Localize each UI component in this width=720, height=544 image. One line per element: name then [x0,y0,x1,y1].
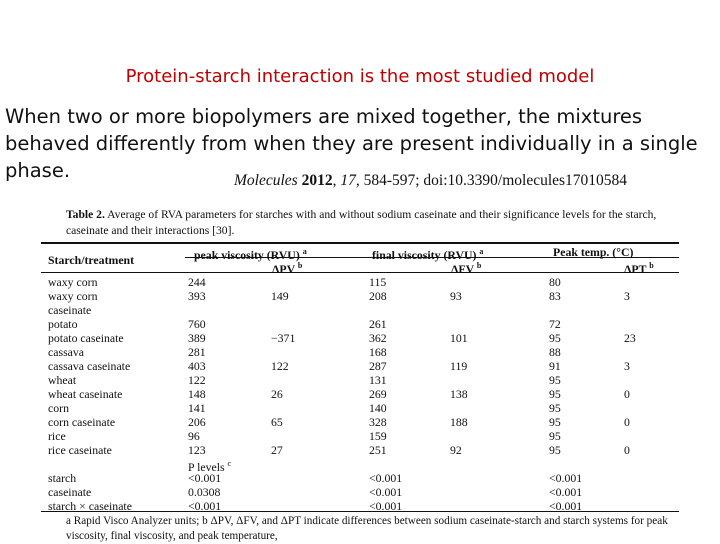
cell-peak-temp: 80 [549,275,561,289]
cell-final-viscosity: <0.001 [369,485,403,499]
cell-treatment: caseinate [48,303,92,317]
table-row [0,373,720,387]
subheader-dpt: ΔPT $^b$ [624,261,654,276]
cell-delta-fv: 92 [450,443,462,457]
table-caption [66,207,666,239]
plevels-superscript: c [227,459,232,468]
cell-peak-temp: <0.001 [549,471,583,485]
cell-treatment: rice caseinate [48,443,112,457]
header-peak-viscosity: peak viscosity (RVU) $^a$ [194,247,307,262]
citation-year: 2012 [301,172,333,189]
cell-peak-viscosity: 403 [188,359,206,373]
cell-delta-fv: 101 [450,331,468,345]
cell-peak-temp: 95 [549,415,561,429]
subheader-dpv: ΔPV $^b$ [272,261,303,276]
table-row [0,317,720,331]
cell-delta-pt: 3 [624,289,630,303]
cell-peak-temp: 95 [549,331,561,345]
cell-delta-pt: 0 [624,443,630,457]
table-row [0,401,720,415]
table-top-rule [41,242,679,244]
table-footnote: a Rapid Visco Analyzer units; b ΔPV, ΔFV, and ΔPT indicate differences between sodium caseinate-starch and starch systems for peak viscosity, final viscosity, and peak temperature, [66,515,668,542]
header-final-viscosity: final viscosity (RVU) $^a$ [372,247,484,262]
cell-treatment: starch × caseinate [48,499,132,513]
cell-delta-pv: 149 [271,289,289,303]
cell-treatment: corn caseinate [48,415,116,429]
table-caption-text: Average of RVA parameters for starches with and without sodium caseinate and their significance levels for the starch, caseinate and their interactions [30]. [66,208,657,237]
cell-treatment: waxy corn [48,289,98,303]
cell-delta-fv: 138 [450,387,468,401]
cell-final-viscosity: 251 [369,443,387,457]
cell-final-viscosity: 131 [369,373,387,387]
cell-final-viscosity: 269 [369,387,387,401]
cell-delta-pv: 27 [271,443,283,457]
cell-final-viscosity: 287 [369,359,387,373]
cell-final-viscosity: 168 [369,345,387,359]
cell-delta-pv: 122 [271,359,289,373]
cell-treatment: caseinate [48,485,92,499]
table-row [0,359,720,373]
table-label: Table 2. [66,208,105,221]
cell-peak-viscosity: 96 [188,429,200,443]
cell-delta-pt: 0 [624,415,630,429]
cell-delta-fv: 188 [450,415,468,429]
cell-treatment: potato [48,317,78,331]
cell-treatment: cassava [48,345,85,359]
cell-peak-temp: 95 [549,429,561,443]
table-row [0,457,720,474]
table-row [0,429,720,443]
cell-peak-temp: 95 [549,443,561,457]
cell-treatment: starch [48,471,77,485]
cell-peak-viscosity: 389 [188,331,206,345]
cell-peak-viscosity: <0.001 [188,499,222,513]
table-row [0,499,720,513]
cell-peak-temp: 88 [549,345,561,359]
table-row [0,387,720,401]
cell-final-viscosity: <0.001 [369,499,403,513]
cell-peak-viscosity: 760 [188,317,206,331]
cell-peak-temp: 91 [549,359,561,373]
citation-volume: 17 [340,172,356,189]
cell-final-viscosity: 261 [369,317,387,331]
table-row [0,415,720,429]
cell-peak-viscosity: <0.001 [188,471,222,485]
cell-peak-viscosity: 141 [188,401,206,415]
cell-peak-viscosity: 0.0308 [188,485,221,499]
cell-delta-pt: 0 [624,387,630,401]
table-subheader-row [0,259,720,276]
cell-final-viscosity: 208 [369,289,387,303]
cell-peak-viscosity: 393 [188,289,206,303]
cell-final-viscosity: <0.001 [369,471,403,485]
cell-final-viscosity: 159 [369,429,387,443]
table-row [0,345,720,359]
cell-treatment: cassava caseinate [48,359,131,373]
citation-pages: , 584-597; doi:10.3390/molecules17010584 [355,172,628,189]
slide-paragraph: When two or more biopolymers are mixed together, the mixtures behaved differently from when they are present individually in a single phase. [5,105,698,182]
subheader-dfv: ΔFV $^b$ [451,261,482,276]
cell-delta-pv: −371 [271,331,296,345]
header-starch-treatment: Starch/treatment [48,253,135,267]
cell-peak-viscosity: 206 [188,415,206,429]
table-row [0,303,720,317]
table-row [0,485,720,499]
table-header-row [0,245,720,267]
cell-peak-temp: 72 [549,317,561,331]
table-row [0,331,720,345]
cell-delta-pv: 26 [271,387,283,401]
cell-peak-viscosity: 122 [188,373,206,387]
cell-delta-fv: 93 [450,289,462,303]
slide-title: Protein-starch interaction is the most studied model [125,66,595,87]
cell-peak-temp: 83 [549,289,561,303]
table-row [0,471,720,485]
citation: Molecules 2012, 17, 584-597; doi:10.3390/molecules17010584 [234,172,628,189]
cell-peak-temp: <0.001 [549,499,583,513]
cell-delta-pt: 3 [624,359,630,373]
cell-treatment: wheat [48,373,77,387]
cell-delta-pt: 23 [624,331,636,345]
cell-peak-temp: 95 [549,401,561,415]
table-row [0,275,720,289]
cell-delta-fv: 119 [450,359,468,373]
cell-treatment: rice [48,429,66,443]
cell-peak-viscosity: 281 [188,345,206,359]
cell-peak-viscosity: 148 [188,387,206,401]
cell-peak-viscosity: P levels $^c$ [188,459,232,474]
cell-final-viscosity: 115 [369,275,387,289]
cell-treatment: waxy corn [48,275,98,289]
cell-peak-viscosity: 244 [188,275,206,289]
cell-delta-pv: 65 [271,415,283,429]
cell-final-viscosity: 328 [369,415,387,429]
cell-final-viscosity: 362 [369,331,387,345]
table-row [0,443,720,457]
cell-final-viscosity: 140 [369,401,387,415]
cell-peak-temp: 95 [549,373,561,387]
cell-treatment: potato caseinate [48,331,124,345]
cell-peak-viscosity: 123 [188,443,206,457]
cell-peak-temp: 95 [549,387,561,401]
cell-treatment: corn [48,401,69,415]
cell-treatment: wheat caseinate [48,387,123,401]
citation-journal: Molecules [234,172,298,189]
header-peak-temp: Peak temp. (°C) [553,245,634,259]
table-row [0,289,720,303]
cell-peak-temp: <0.001 [549,485,583,499]
